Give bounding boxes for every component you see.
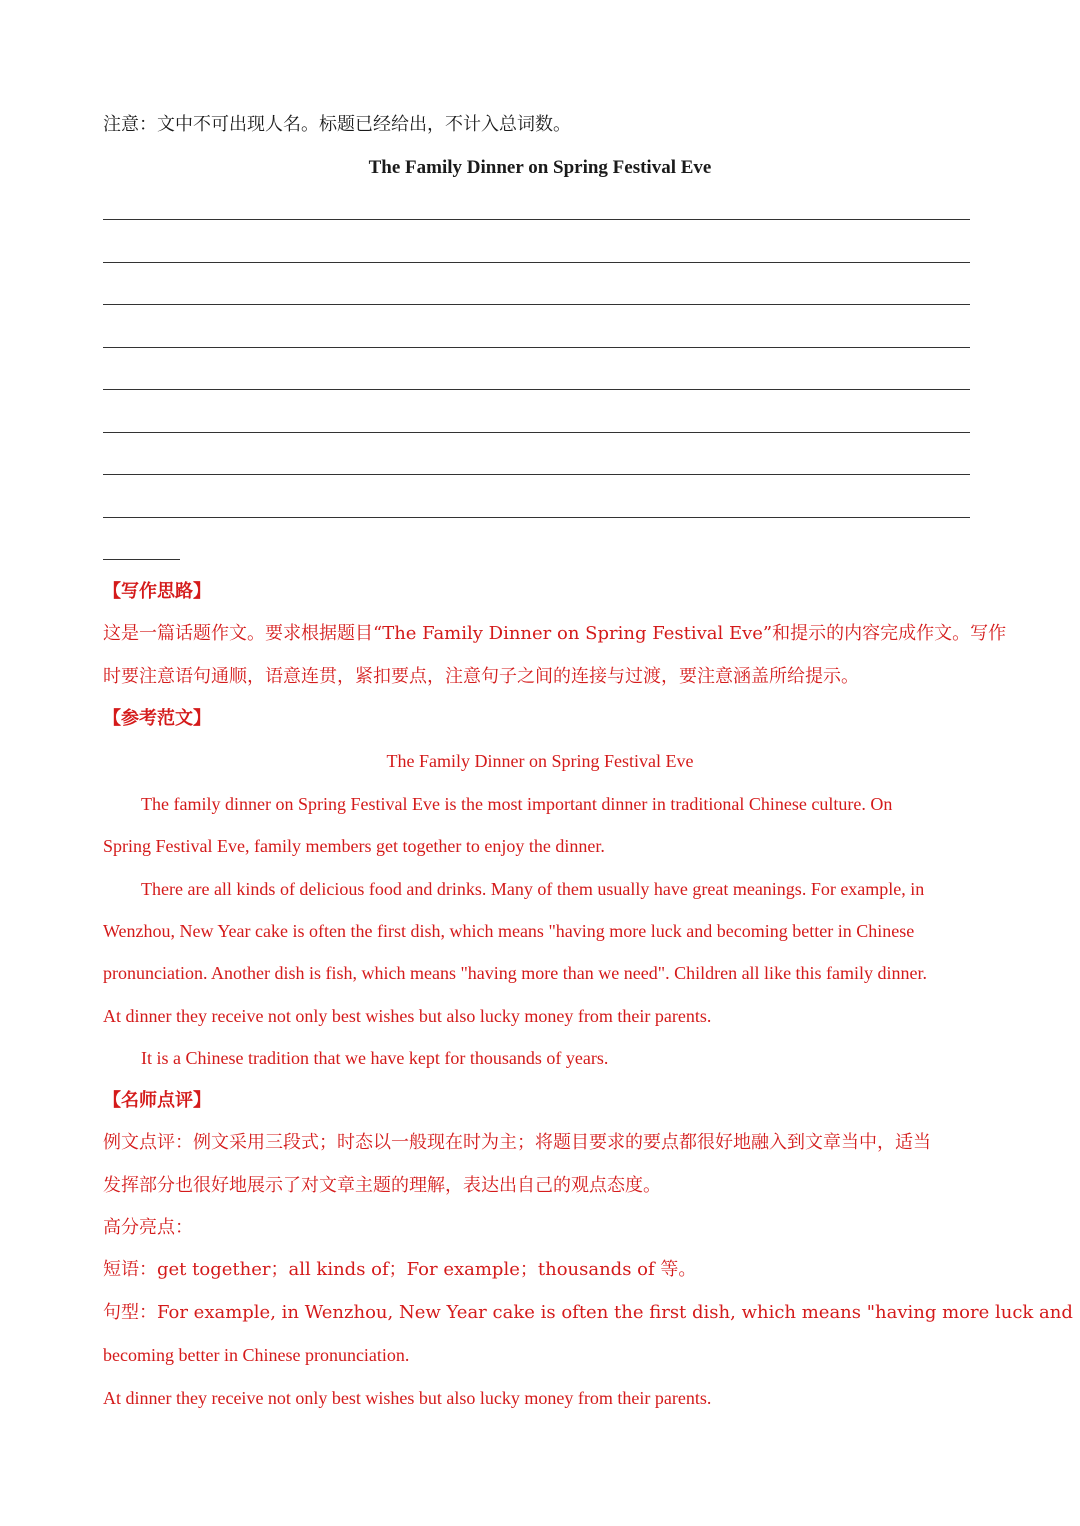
sentence-pattern-line: 句型：For example, in Wenzhou, New Year cake is often the first dish, which means "having more luck and	[103, 1302, 1073, 1323]
writing-idea-text: 时要注意语句通顺，语意连贯，紧扣要点，注意句子之间的连接与过渡，要注意涵盖所给提示。	[103, 666, 859, 687]
sample-paragraph-line: The family dinner on Spring Festival Eve is the most important dinner in traditional Chinese culture. On	[141, 794, 893, 814]
writing-idea-heading: 【写作思路】	[103, 581, 211, 602]
writing-line	[103, 432, 970, 433]
sample-essay-title: The Family Dinner on Spring Festival Eve	[386, 751, 694, 771]
sample-paragraph-line: pronunciation. Another dish is fish, which means "having more than we need". Children all like this family dinner.	[103, 963, 928, 983]
writing-line	[103, 262, 970, 263]
writing-line	[103, 347, 970, 348]
sample-paragraph-line: Wenzhou, New Year cake is often the first dish, which means "having more luck and becoming better in Chinese	[103, 921, 915, 941]
sample-paragraph-line: There are all kinds of delicious food and drinks. Many of them usually have great meanings. For example, in	[141, 879, 925, 899]
review-text: 例文点评：例文采用三段式；时态以一般现在时为主；将题目要求的要点都很好地融入到文章当中，适当	[103, 1132, 931, 1153]
phrases-line: 短语：get together；all kinds of；For example；thousands of 等。	[103, 1259, 697, 1280]
writing-line-short	[103, 559, 180, 560]
writing-line	[103, 304, 970, 305]
writing-line	[103, 389, 970, 390]
essay-title: The Family Dinner on Spring Festival Eve	[368, 157, 712, 178]
writing-line	[103, 517, 970, 518]
highlights-label: 高分亮点：	[103, 1217, 193, 1238]
writing-idea-text: 这是一篇话题作文。要求根据题目“The Family Dinner on Spring Festival Eve”和提示的内容完成作文。写作	[103, 623, 1007, 644]
sample-paragraph-line: At dinner they receive not only best wishes but also lucky money from their parents.	[103, 1006, 712, 1026]
sample-paragraph-line: Spring Festival Eve, family members get together to enjoy the dinner.	[103, 836, 605, 856]
sample-paragraph-line: It is a Chinese tradition that we have kept for thousands of years.	[141, 1048, 609, 1068]
teacher-review-heading: 【名师点评】	[103, 1090, 211, 1111]
sample-essay-heading: 【参考范文】	[103, 708, 211, 729]
sentence-pattern-line: At dinner they receive not only best wishes but also lucky money from their parents.	[103, 1388, 712, 1408]
sentence-pattern-line: becoming better in Chinese pronunciation.	[103, 1345, 410, 1365]
writing-line	[103, 474, 970, 475]
review-text: 发挥部分也很好地展示了对文章主题的理解，表达出自己的观点态度。	[103, 1175, 661, 1196]
instruction-note: 注意：文中不可出现人名。标题已经给出，不计入总词数。	[103, 114, 571, 135]
writing-line	[103, 219, 970, 220]
